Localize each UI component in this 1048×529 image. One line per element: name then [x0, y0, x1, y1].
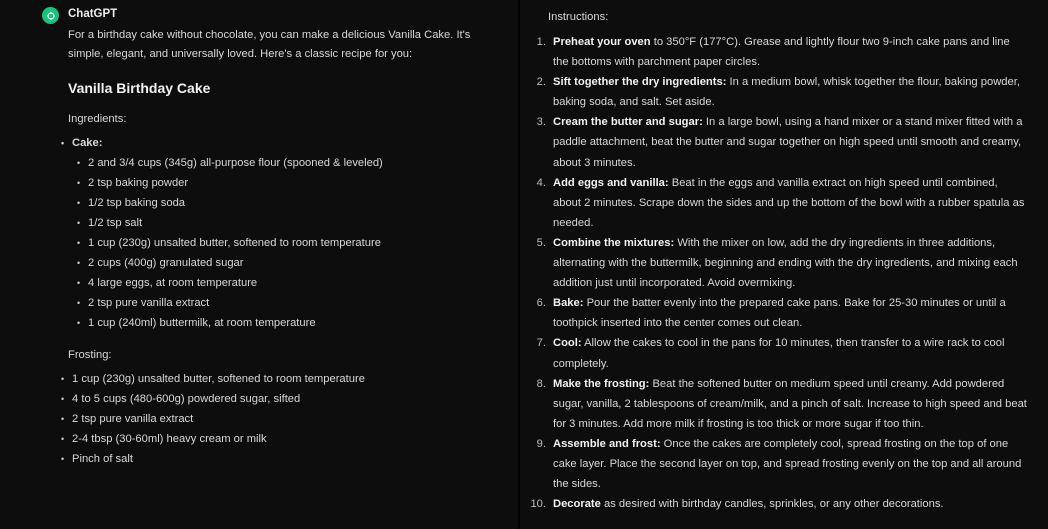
message-author: ChatGPT [68, 8, 118, 20]
instruction-step [520, 32, 1048, 72]
instruction-step [520, 494, 1048, 514]
step-number: 5. [536, 236, 546, 249]
cake-ingredient-item: • 4 large eggs, at room temperature [0, 273, 510, 293]
ingredients-label: Ingredients: [68, 113, 127, 125]
frosting-ingredient-item: • 4 to 5 cups (480-600g) powdered sugar, sifted [0, 389, 510, 409]
step-heading: Make the frosting: [553, 377, 650, 390]
step-number: 6. [536, 297, 546, 310]
step-heading: Add eggs and vanilla: [553, 176, 669, 189]
cake-list [0, 133, 510, 153]
step-heading: Preheat your oven [553, 36, 651, 48]
step-heading: Cool: [553, 337, 582, 350]
step-number: 9. [536, 437, 546, 450]
step-number: 2. [536, 76, 546, 89]
step-text: Once the cakes are completely cool, spread frosting on the top of one cake layer. Place the second layer on top, and spread frosting evenly on the top and all around the sides. [553, 437, 1022, 491]
cake-ingredient-list [0, 153, 510, 333]
cake-ingredient-item: • 1/2 tsp baking soda [0, 193, 510, 213]
step-heading: Assemble and frost: [553, 437, 661, 450]
cake-ingredient-item: • 1/2 tsp salt [0, 213, 510, 233]
instruction-step [520, 333, 1048, 373]
step-text: In a large bowl, using a hand mixer or a stand mixer fitted with a paddle attachment, beat the butter and sugar together on high speed until smooth and creamy, about 3 minutes. [553, 116, 1023, 169]
instructions-label: Instructions: [548, 11, 609, 23]
step-number: 10. [530, 498, 546, 511]
step-number: 8. [536, 377, 546, 390]
step-heading: Bake: [553, 297, 584, 310]
cake-label: • Cake: [0, 133, 510, 153]
step-number: 7. [536, 337, 546, 350]
cake-ingredient-item: • 2 and 3/4 cups (345g) all-purpose flour (spooned & leveled) [0, 153, 510, 173]
cake-ingredient-item: • 2 cups (400g) granulated sugar [0, 253, 510, 273]
step-heading: Cream the butter and sugar: [553, 116, 703, 129]
step-number: 3. [536, 116, 546, 129]
frosting-ingredient-item: • 1 cup (230g) unsalted butter, softened to room temperature [0, 369, 510, 389]
cake-ingredient-item: • 2 tsp pure vanilla extract [0, 293, 510, 313]
intro-text: For a birthday cake without chocolate, you can make a delicious Vanilla Cake. It's simple, elegant, and universally loved. Here's a classic recipe for you: [68, 29, 471, 60]
instruction-step [520, 233, 1048, 293]
step-heading: Sift together the dry ingredients: [553, 76, 727, 89]
step-text: In a medium bowl, whisk together the flour, baking powder, baking soda, and salt. Set aside. [553, 76, 1020, 109]
chat-panel-left [0, 0, 518, 529]
step-text: to 350°F (177°C). Grease and lightly flour two 9-inch cake pans and line the bottoms with parchment paper circles. [553, 36, 1010, 69]
frosting-ingredient-item: • 2-4 tbsp (30-60ml) heavy cream or milk [0, 429, 510, 449]
step-text: as desired with birthday candles, sprinkles, or any other decorations. [600, 498, 944, 511]
instruction-step [520, 173, 1048, 233]
step-heading: Decorate [553, 498, 601, 511]
step-number: 1. [536, 36, 546, 48]
recipe-title: Vanilla Birthday Cake [68, 80, 211, 96]
step-text: With the mixer on low, add the dry ingredients in three additions, alternating with the buttermilk, beginning and ending with the dry ingredients, and mixing each addition just until incorporated. Avoid overmixing. [553, 236, 1018, 290]
frosting-ingredient-item: • Pinch of salt [0, 449, 510, 469]
step-text: Beat in the eggs and vanilla extract on high speed until combined, about 2 minutes. Scrape down the sides and up the bottom of the bowl with a rubber spatula as needed. [553, 176, 1025, 229]
step-text: Beat the softened butter on medium speed until creamy. Add powdered sugar, vanilla, 2 tablespoons of cream/milk, and a pinch of salt. Increase to high speed and beat for 3 minutes. Add more milk if frosting is too thick or more sugar if too thin. [553, 377, 1027, 430]
instruction-step [520, 72, 1048, 112]
frosting-label: Frosting: [68, 349, 112, 361]
step-text: Allow the cakes to cool in the pans for 10 minutes, then transfer to a wire rack to cool completely. [553, 337, 1005, 370]
instruction-step [520, 112, 1048, 172]
cake-ingredient-item: • 1 cup (240ml) buttermilk, at room temperature [0, 313, 510, 333]
chat-panel-right [520, 0, 1048, 529]
instruction-step [520, 374, 1048, 434]
cake-ingredient-item: • 2 tsp baking powder [0, 173, 510, 193]
frosting-ingredient-list [0, 369, 510, 469]
instruction-step [520, 434, 1048, 494]
cake-ingredient-item: • 1 cup (230g) unsalted butter, softened to room temperature [0, 233, 510, 253]
openai-logo-icon [42, 7, 59, 24]
instruction-step [520, 293, 1048, 333]
step-text: Pour the batter evenly into the prepared cake pans. Bake for 25-30 minutes or until a toothpick inserted into the center comes out clean. [553, 297, 1006, 330]
frosting-ingredient-item: • 2 tsp pure vanilla extract [0, 409, 510, 429]
step-heading: Combine the mixtures: [553, 236, 675, 249]
step-number: 4. [536, 176, 546, 189]
instruction-steps [520, 32, 1048, 514]
